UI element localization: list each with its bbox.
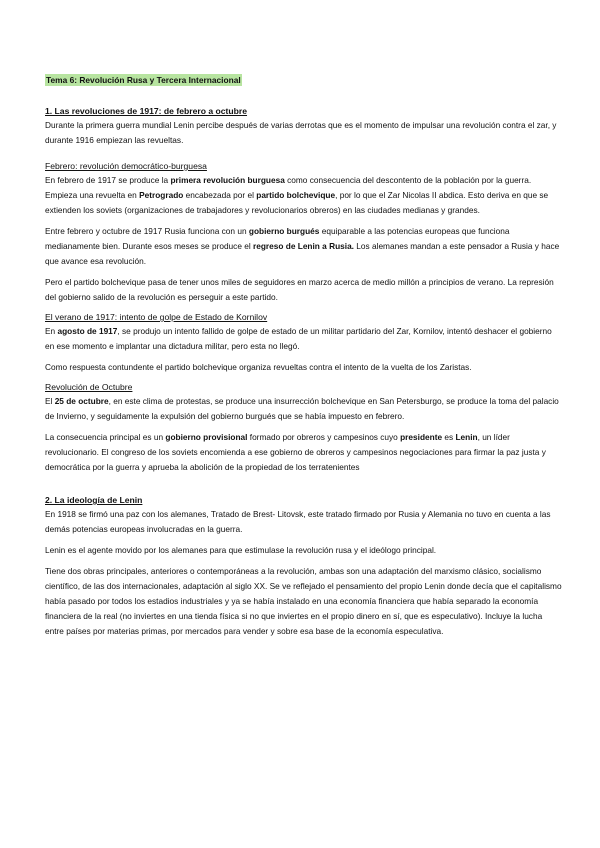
section-2-paragraph-1: En 1918 se firmó una paz con los alemanes, Tratado de Brest- Litovsk, este tratado firmado por Rusia y Alemania no tuvo en cuenta a las demás potencias europeas involucradas en la guerra. — [45, 509, 551, 534]
page-title: Tema 6: Revolución Rusa y Tercera Internacional — [46, 75, 241, 85]
summer-heading: El verano de 1917: intento de golpe de Estado de Kornilov — [45, 312, 268, 322]
section-1-paragraph: Durante la primera guerra mundial Lenin percibe después de varias derrotas que es el momento de impulsar una revolución contra el zar, y durante 1916 empiezan las revueltas. — [45, 120, 557, 145]
summer-paragraph-1: En agosto de 1917, se produjo un intento fallido de golpe de estado de un militar partidario del Zar, Kornilov, intentó deshacer el gobierno en ese momento e implantar una dictadura militar, pero esta no llegó. — [45, 326, 552, 351]
document-page — [45, 70, 562, 645]
february-paragraph-2: Entre febrero y octubre de 1917 Rusia funciona con un gobierno burgués equiparable a las potencias europeas que funciona medianamente bien. Durante esos meses se produce el regreso de Lenin a Rusia. Los alemanes mandan a este pensador a Rusia y hace que avance esa revolución. — [45, 226, 560, 266]
october-heading: Revolución de Octubre — [45, 382, 133, 392]
section-1-heading: 1. Las revoluciones de 1917: de febrero a octubre — [45, 106, 248, 116]
section-2-paragraph-2: Lenin es el agente movido por los alemanes para que estimulase la revolución rusa y el ideólogo principal. — [45, 545, 437, 555]
february-heading: Febrero: revolución democrático-burguesa — [45, 161, 207, 171]
october-paragraph-2: La consecuencia principal es un gobierno provisional formado por obreros y campesinos cuyo presidente es Lenin, un líder revolucionario. El congreso de los soviets encomienda a ese gobierno de obreros y campesinos negociaciones para firmar la paz justa y democrática por la guerra y aprueba la abolición de la propiedad de los terratenientes — [45, 432, 546, 472]
section-2-heading: 2. La ideología de Lenin — [45, 495, 143, 505]
october-paragraph-1: El 25 de octubre, en este clima de protestas, se produce una insurrección bolchevique en San Petersburgo, se produce la toma del palacio de Invierno, y seguidamente la expulsión del gobierno burgués que se había impuesto en febrero. — [45, 396, 559, 421]
section-2-paragraph-3: Tiene dos obras principales, anteriores o contemporáneas a la revolución, ambas son una adaptación del marxismo clásico, socialismo científico, de las dos internacionales, adaptación al siglo XX. Se ve reflejado el pensamiento del propio Lenin donde decía que el capitalismo había pasado por todos los estadios industriales y ya se había instalado en una economía financiera que había separado la economía financiera de la real (no inviertes en una tienda física si no que inviertes en el propio dinero en sí, que es especulativo). Incluye la lucha entre países por materias primas, por mercados para vender y sobre esa base de la economía especulativa. — [45, 566, 562, 636]
february-paragraph-1: En febrero de 1917 se produce la primera revolución burguesa como consecuencia del descontento de la población por la guerra. Empieza una revuelta en Petrogrado encabezada por el partido bolchevique, por lo que el Zar Nicolas II abdica. Esto deriva en que se extienden los soviets (organizaciones de trabajadores y revolucionarios obreros) en las ciudades medianas y grandes. — [45, 175, 549, 215]
summer-paragraph-2: Como respuesta contundente el partido bolchevique organiza revueltas contra el intento de la vuelta de los Zaristas. — [45, 362, 472, 372]
february-paragraph-3: Pero el partido bolchevique pasa de tener unos miles de seguidores en marzo acerca de medio millón a principios de verano. La represión del gobierno salido de la revolución es perseguir a este partido. — [45, 277, 554, 302]
